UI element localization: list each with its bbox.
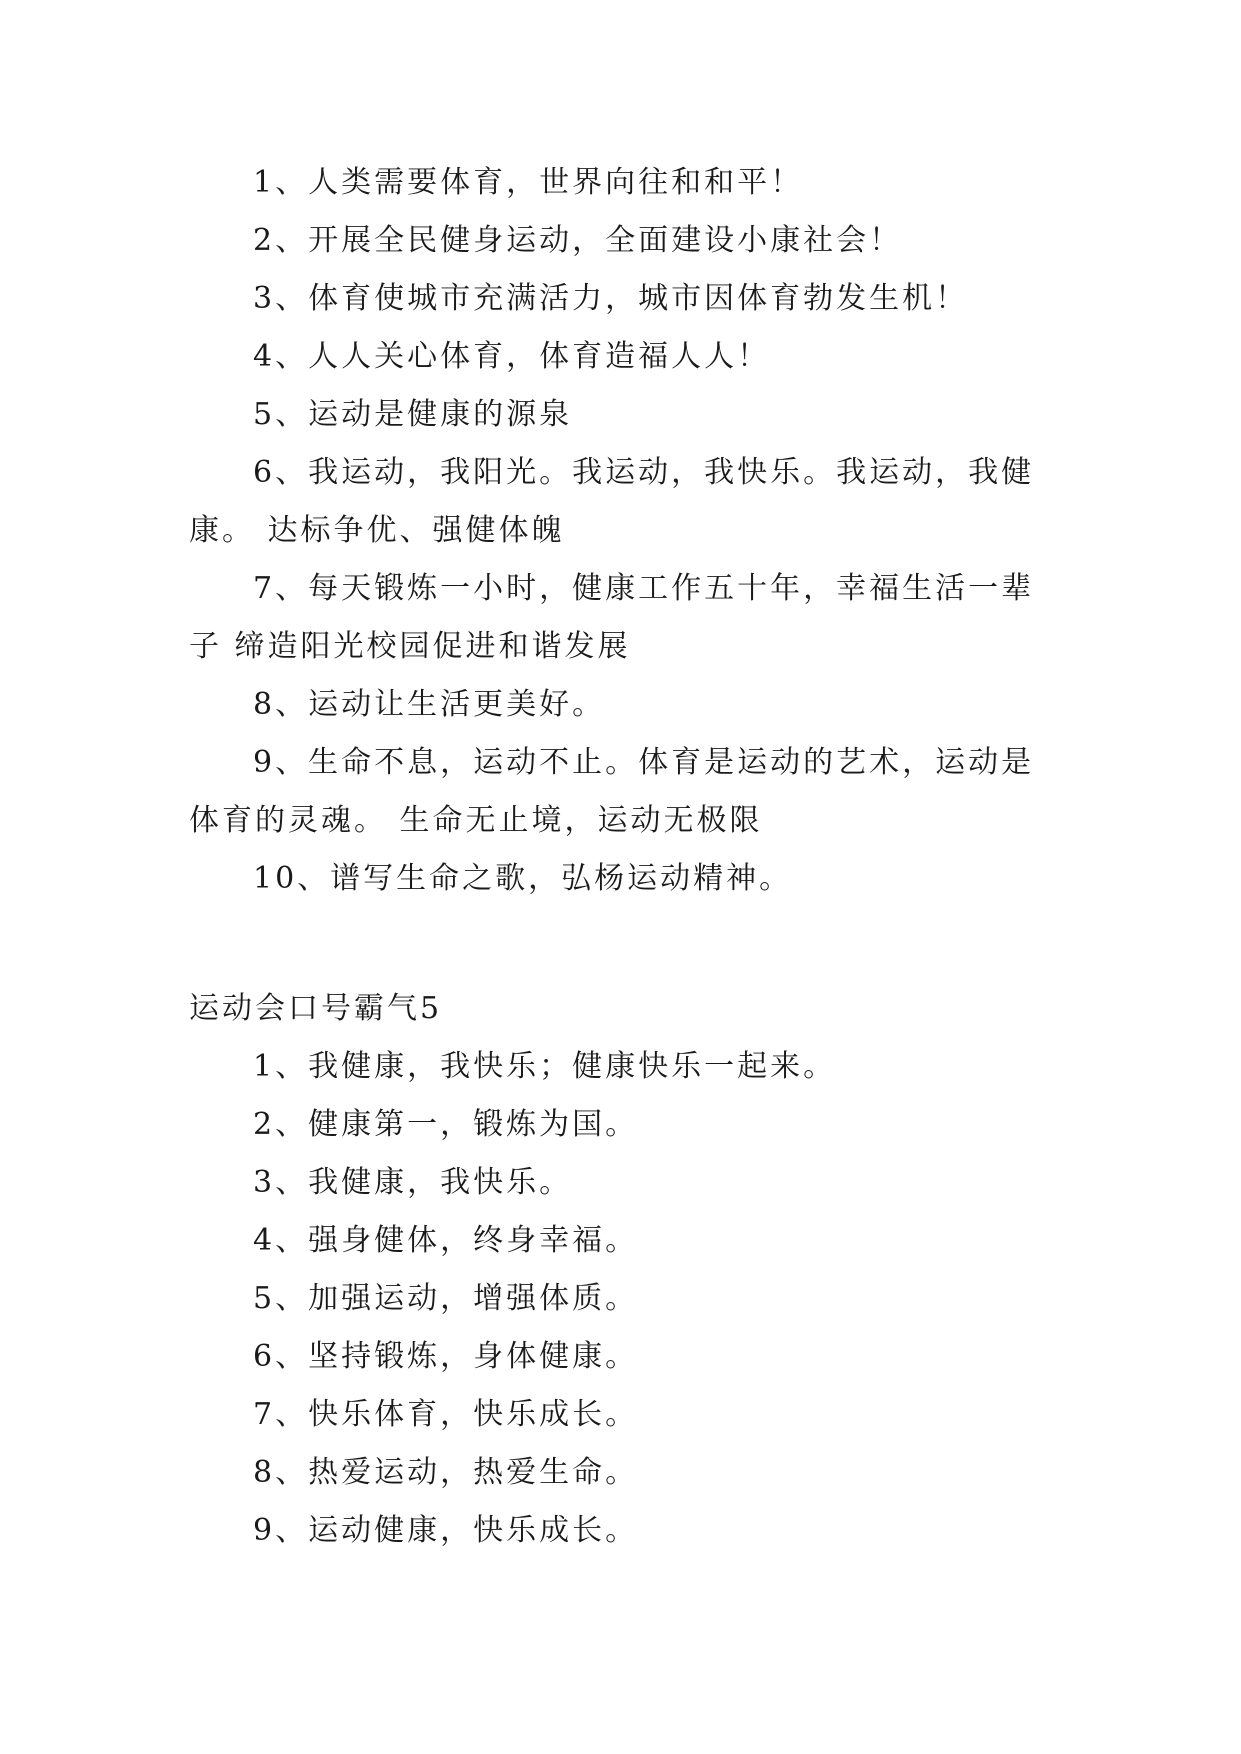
slogan-list-section-1 (189, 154, 1055, 908)
list-item: 8、热爱运动，热爱生命。 (253, 1455, 639, 1490)
slogan-list-section-2 (189, 980, 1055, 1560)
list-item: 6、我运动，我阳光。我运动，我快乐。我运动，我健康。 达标争优、强健体魄 (189, 455, 1035, 548)
list-item: 3、我健康，我快乐。 (253, 1165, 573, 1200)
list-item: 5、运动是健康的源泉 (253, 397, 573, 432)
list-item: 3、体育使城市充满活力，城市因体育勃发生机！ (253, 281, 969, 316)
list-item: 1、我健康，我快乐；健康快乐一起来。 (253, 1049, 837, 1084)
list-item: 4、人人关心体育，体育造福人人！ (253, 339, 771, 374)
list-item: 6、坚持锻炼，身体健康。 (253, 1339, 639, 1374)
list-item: 1、人类需要体育，世界向往和和平！ (253, 165, 804, 200)
section-heading: 运动会口号霸气5 (189, 991, 443, 1026)
list-item: 5、加强运动，增强体质。 (253, 1281, 639, 1316)
list-item: 2、开展全民健身运动，全面建设小康社会！ (253, 223, 903, 258)
list-item: 2、健康第一，锻炼为国。 (253, 1107, 639, 1142)
list-item: 9、运动健康，快乐成长。 (253, 1513, 639, 1548)
list-item: 4、强身健体，终身幸福。 (253, 1223, 639, 1258)
list-item: 8、运动让生活更美好。 (253, 687, 606, 722)
list-item: 7、每天锻炼一小时，健康工作五十年，幸福生活一辈子 缔造阳光校园促进和谐发展 (189, 571, 1035, 664)
list-item: 9、生命不息，运动不止。体育是运动的艺术，运动是体育的灵魂。 生命无止境，运动无极限 (189, 745, 1035, 838)
list-item: 7、快乐体育，快乐成长。 (253, 1397, 639, 1432)
list-item: 10、谱写生命之歌，弘杨运动精神。 (253, 861, 793, 896)
